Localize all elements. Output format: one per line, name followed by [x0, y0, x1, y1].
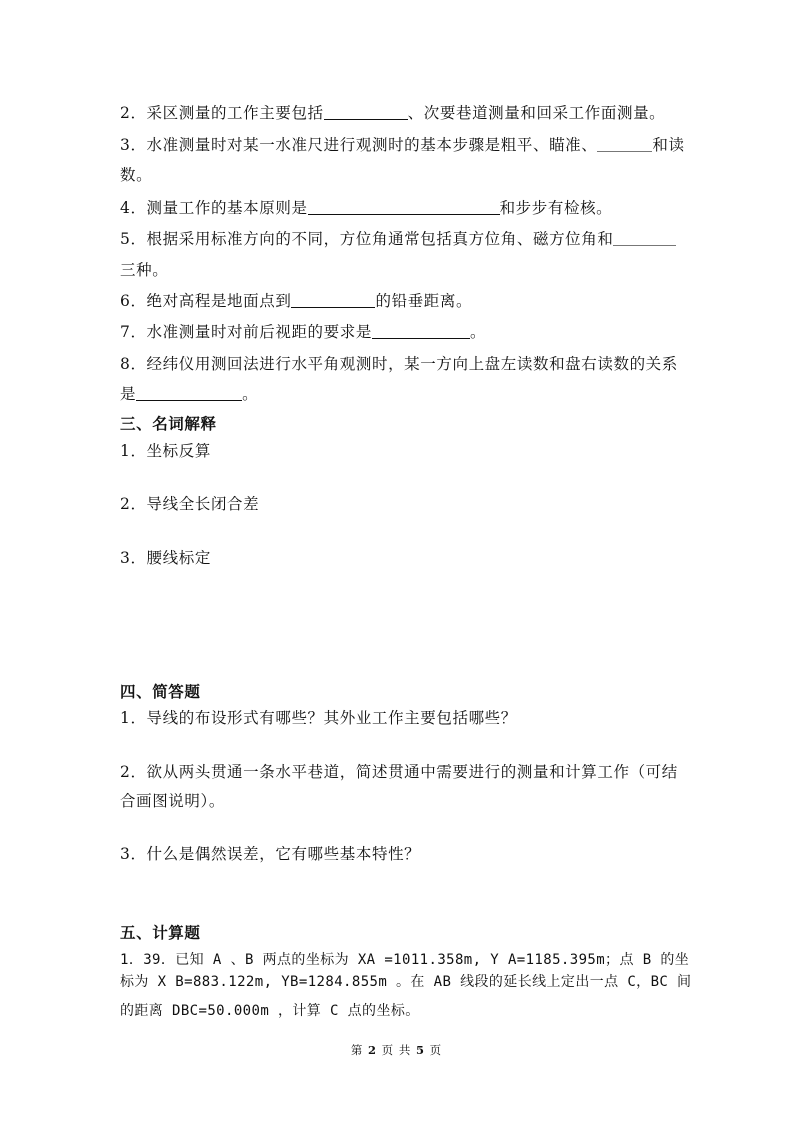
- term-item: 3．腰线标定: [120, 549, 211, 567]
- term-item: 2．导线全长闭合差: [120, 495, 260, 513]
- fill-question-8: 8．经纬仪用测回法进行水平角观测时，某一方向上盘左读数和盘右读数的关系: [120, 355, 678, 373]
- answer-blank[interactable]: [324, 103, 408, 120]
- current-page-number: 2: [368, 1043, 378, 1057]
- fill-question-3: 3．水准测量时对某一水准尺进行观测时的基本步骤是粗平、瞄准、 和读: [120, 136, 685, 154]
- section-heading-calculation: 五、计算题: [120, 924, 201, 942]
- answer-blank[interactable]: [597, 135, 652, 152]
- fill-question-4: 4．测量工作的基本原则是 和步步有检核。: [120, 199, 613, 217]
- short-question-1: 1．导线的布设形式有哪些？其外业工作主要包括哪些？: [120, 709, 517, 727]
- calc-question-line-1: 1．39．已知 A 、B 两点的坐标为 XA =1011.358m, Y A=1185.395m；点 B 的坐: [120, 952, 690, 968]
- short-question-2: 2．欲从两头贯通一条水平巷道，简述贯通中需要进行的测量和计算工作（可结: [120, 763, 678, 781]
- section-heading-short-answer: 四、简答题: [120, 683, 201, 701]
- calc-question-line-3: 的距离 DBC=50.000m ，计算 C 点的坐标。: [120, 1003, 420, 1019]
- answer-blank[interactable]: [372, 322, 470, 339]
- answer-blank[interactable]: [613, 229, 676, 246]
- fill-question-5: 5．根据采用标准方向的不同，方位角通常包括真方位角、磁方位角和: [120, 229, 676, 249]
- page-footer: 第 2 页 共 5 页: [350, 1043, 443, 1057]
- section-heading-terms: 三、名词解释: [120, 415, 217, 433]
- fill-question-7: 7．水准测量时对前后视距的要求是 。: [120, 323, 487, 341]
- short-question-2-continued: 合画图说明）。: [120, 792, 225, 810]
- calc-question-line-2: 标为 X B=883.122m, YB=1284.855m 。在 AB 线段的延长线上定出一点 C，BC 间: [120, 974, 692, 990]
- fill-question-2: 2．采区测量的工作主要包括 、次要巷道测量和回采工作面测量。: [120, 104, 666, 122]
- fill-question-8-continued: 是 。: [120, 385, 259, 403]
- answer-blank[interactable]: [291, 291, 375, 308]
- fill-question-5-continued: 三种。: [120, 261, 169, 279]
- short-question-3: 3．什么是偶然误差，它有哪些基本特性？: [120, 845, 421, 863]
- answer-blank[interactable]: [308, 198, 500, 215]
- answer-blank[interactable]: [136, 384, 242, 401]
- fill-question-3-continued: 数。: [120, 166, 153, 184]
- total-page-count: 5: [415, 1043, 425, 1057]
- term-item: 1．坐标反算: [120, 442, 211, 460]
- fill-question-6: 6．绝对高程是地面点到 的铅垂距离。: [120, 292, 473, 310]
